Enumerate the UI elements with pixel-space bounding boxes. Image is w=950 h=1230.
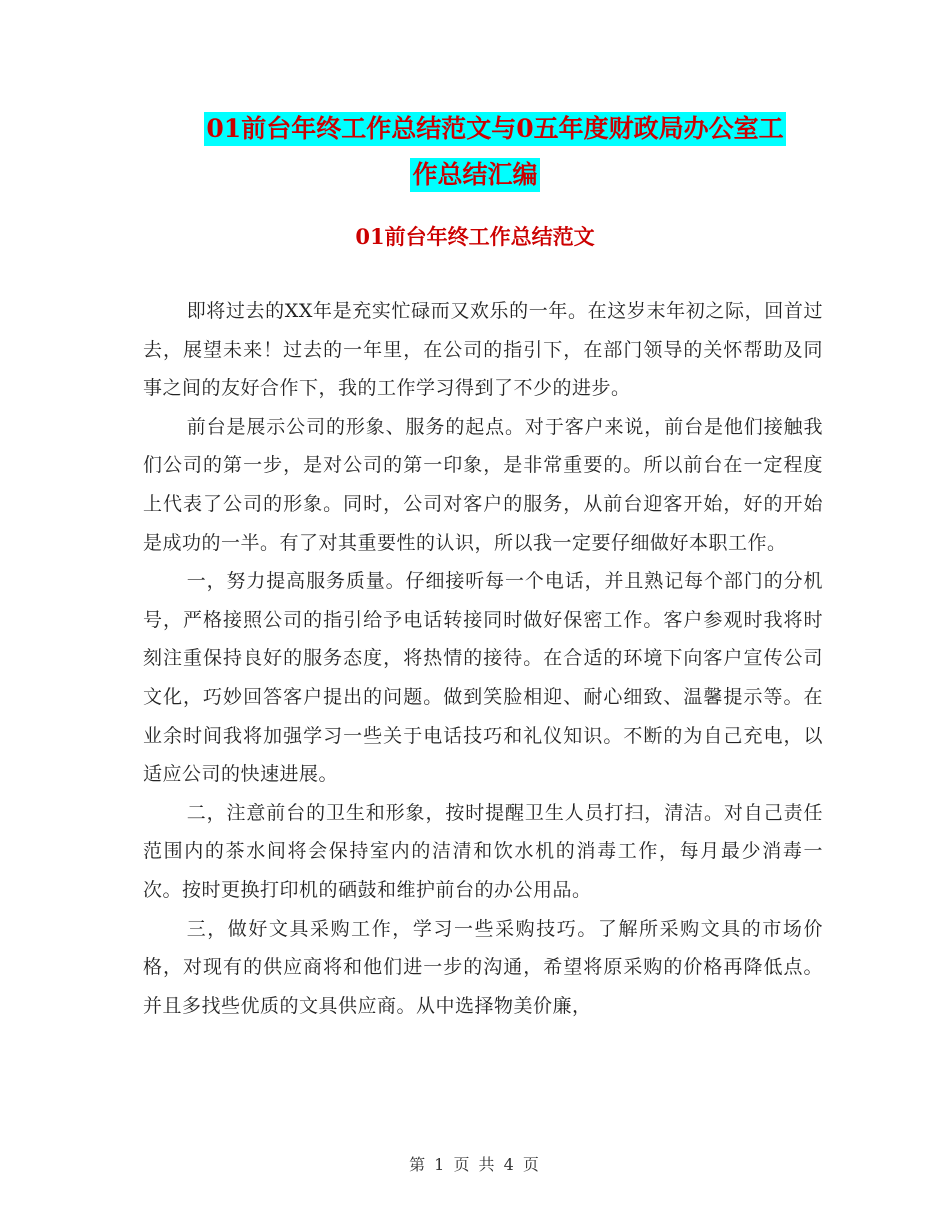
section-heading: 01前台年终工作总结范文 xyxy=(355,224,595,249)
paragraph: 一，努力提高服务质量。仔细接听每一个电话，并且熟记每个部门的分机号，严格接照公司的指引给予电话转接同时做好保密工作。客户参观时我将时刻注重保持良好的服务态度，将热情的接待。在合适的环境下向客户宣传公司文化，巧妙回答客户提出的问题。做到笑脸相迎、耐心细致、温馨提示等。在业余时间我将加强学习一些关于电话技巧和礼仪知识。不断的为自己充电，以适应公司的快速进展。 xyxy=(143,570,823,786)
paragraph: 三，做好文具采购工作，学习一些采购技巧。了解所采购文具的市场价格，对现有的供应商将和他们进一步的沟通，希望将原采购的价格再降低点。并且多找些优质的文具供应商。从中选择物美价廉， xyxy=(143,917,823,1017)
document-title xyxy=(0,112,950,204)
title-line-2: 作总结汇编 xyxy=(410,158,539,192)
paragraph: 前台是展示公司的形象、服务的起点。对于客户来说，前台是他们接触我们公司的第一步，是对公司的第一印象，是非常重要的。所以前台在一定程度上代表了公司的形象。同时，公司对客户的服务，从前台迎客开始，好的开始是成功的一半。有了对其重要性的认识，所以我一定要仔细做好本职工作。 xyxy=(143,415,823,554)
paragraph: 二，注意前台的卫生和形象，按时提醒卫生人员打扫，清洁。对自己责任范围内的茶水间将会保持室内的洁清和饮水机的消毒工作，每月最少消毒一次。按时更换打印机的硒鼓和维护前台的办公用品。 xyxy=(143,801,823,901)
paragraph: 即将过去的XX年是充实忙碌而又欢乐的一年。在这岁末年初之际，回首过去，展望未来！过去的一年里，在公司的指引下，在部门领导的关怀帮助及同事之间的友好合作下，我的工作学习得到了不少的进步。 xyxy=(143,300,823,400)
title-line-1: 01前台年终工作总结范文与0五年度财政局办公室工 xyxy=(204,112,785,146)
page-footer: 第 1 页 共 4 页 xyxy=(409,1155,541,1174)
body-text xyxy=(143,292,823,1025)
